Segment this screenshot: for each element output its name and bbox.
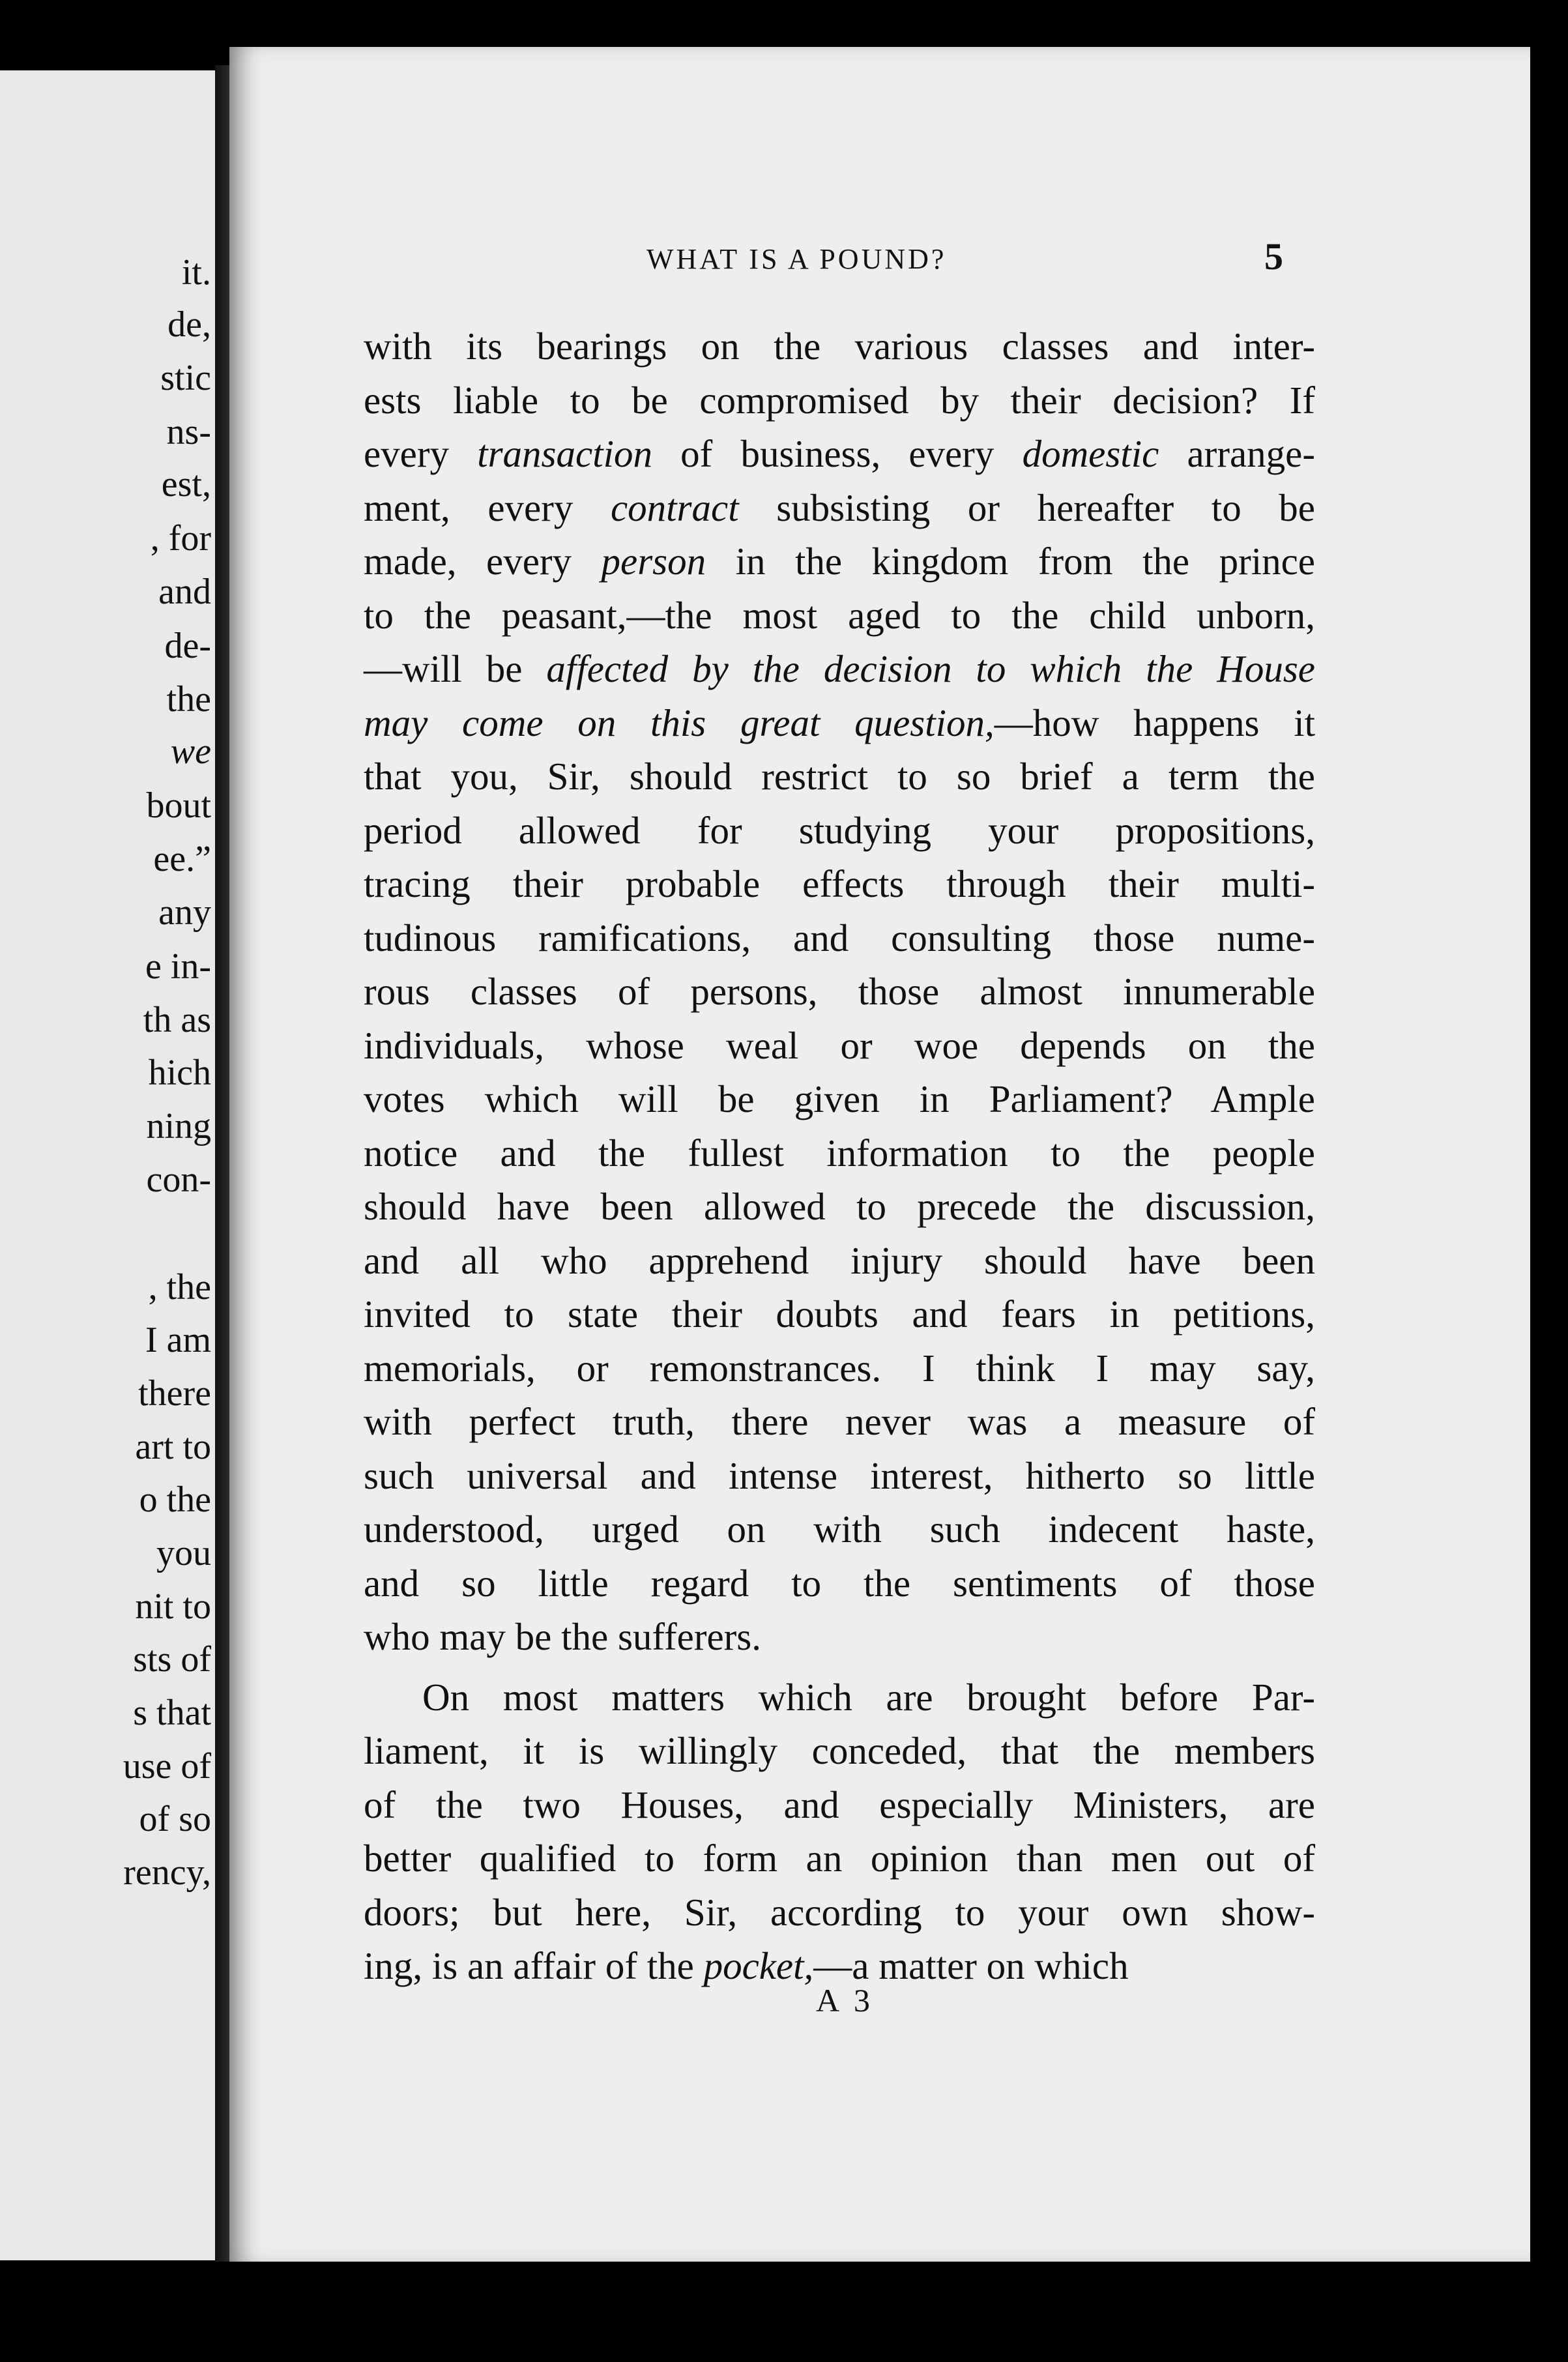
- text-line: [364, 642, 1315, 696]
- left-page-line: I am: [145, 1320, 211, 1360]
- text-span: rous classes of persons, those almost innumerable: [364, 970, 1315, 1013]
- text-span: —will be: [364, 647, 547, 690]
- signature-mark: A 3: [816, 1982, 874, 2019]
- left-page-line: s that: [133, 1693, 211, 1733]
- left-page-line: est,: [161, 464, 211, 504]
- text-line: [364, 1234, 1315, 1288]
- italic-text: domestic: [1022, 432, 1159, 475]
- left-page-line: bout: [146, 785, 211, 826]
- text-span: of the two Houses, and especially Ministers, are: [364, 1783, 1315, 1826]
- text-line: [364, 1556, 1315, 1611]
- text-line: [364, 857, 1315, 911]
- text-span: notice and the fullest information to the people: [364, 1131, 1315, 1174]
- text-line: [364, 1724, 1315, 1778]
- text-line: [364, 696, 1315, 750]
- text-line: [364, 534, 1315, 589]
- text-span: with perfect truth, there never was a measure of: [364, 1400, 1315, 1443]
- left-page-line: sts of: [133, 1639, 211, 1680]
- text-line: [364, 481, 1315, 535]
- text-span: should have been allowed to precede the discussion,: [364, 1185, 1315, 1228]
- text-line: [364, 1449, 1315, 1503]
- text-span: On most matters which are brought before Par-: [422, 1675, 1315, 1719]
- text-span: arrange-: [1159, 432, 1315, 475]
- left-page-line: nit to: [135, 1586, 211, 1627]
- text-span: liament, it is willingly conceded, that the members: [364, 1729, 1315, 1772]
- left-page-line: hich: [148, 1053, 211, 1093]
- scan-border: [0, 2262, 1568, 2362]
- left-page-line: th as: [143, 1000, 211, 1040]
- previous-page-fragment: [0, 70, 215, 2260]
- left-page-line: and: [158, 572, 211, 612]
- left-page-line: we: [170, 731, 211, 772]
- text-line: [364, 1831, 1315, 1886]
- text-line: [364, 1502, 1315, 1556]
- text-line: [364, 1670, 1315, 1725]
- text-span: to the peasant,—the most aged to the child unborn,: [364, 593, 1315, 637]
- italic-text: contract: [610, 486, 739, 529]
- text-span: tudinous ramifications, and consulting those nume-: [364, 916, 1315, 959]
- text-span: —a matter on which: [813, 1944, 1129, 1987]
- text-span: votes which will be given in Parliament? Ample: [364, 1077, 1315, 1120]
- text-line: [364, 1610, 1315, 1664]
- left-page-line: of so: [139, 1799, 211, 1839]
- body-text: [364, 319, 1315, 1993]
- text-span: —how happens it: [994, 701, 1315, 744]
- text-span: of business, every: [652, 432, 1023, 475]
- text-line: [364, 1395, 1315, 1449]
- text-line: [364, 911, 1315, 965]
- page-number: 5: [1264, 235, 1283, 278]
- italic-text: may come on this great question,: [364, 701, 995, 744]
- text-line: [364, 1886, 1315, 1940]
- left-page-line: , for: [150, 518, 211, 559]
- text-span: tracing their probable effects through their multi-: [364, 862, 1315, 905]
- left-page-line: con-: [146, 1159, 211, 1200]
- text-span: ing, is an affair of the: [364, 1944, 704, 1987]
- text-span: ment, every: [364, 486, 611, 529]
- text-span: in the kingdom from the prince: [706, 540, 1315, 583]
- left-page-line: rency,: [123, 1852, 211, 1893]
- text-span: made, every: [364, 540, 602, 583]
- text-line: [364, 750, 1315, 804]
- text-line: [364, 1019, 1315, 1073]
- text-span: and all who apprehend injury should have been: [364, 1238, 1315, 1282]
- italic-text: person: [601, 540, 706, 583]
- italic-text: pocket,: [703, 1944, 814, 1987]
- text-span: period allowed for studying your propositions,: [364, 808, 1315, 852]
- text-span: with its bearings on the various classes and inter-: [364, 325, 1315, 368]
- left-page-line: ee.”: [153, 839, 211, 879]
- text-line: [364, 589, 1315, 643]
- text-span: understood, urged on with such indecent haste,: [364, 1508, 1315, 1551]
- left-page-line: art to: [135, 1427, 211, 1467]
- running-head: WHAT IS A POUND?: [646, 243, 947, 275]
- text-line: [364, 427, 1315, 481]
- left-page-line: stic: [160, 358, 211, 398]
- text-span: memorials, or remonstrances. I think I may say,: [364, 1346, 1315, 1390]
- text-span: that you, Sir, should restrict to so brief a term the: [364, 755, 1315, 798]
- left-page-line: de,: [167, 304, 211, 345]
- left-page-line: you: [156, 1533, 211, 1573]
- left-page-line: ning: [146, 1106, 211, 1146]
- text-line: [364, 373, 1315, 428]
- left-page-line: , the: [148, 1267, 211, 1307]
- text-span: better qualified to form an opinion than men out of: [364, 1837, 1315, 1880]
- text-span: individuals, whose weal or woe depends on the: [364, 1023, 1315, 1067]
- text-line: [364, 1126, 1315, 1180]
- book-page: [229, 47, 1530, 2263]
- text-line: [364, 1180, 1315, 1234]
- text-span: every: [364, 432, 478, 475]
- text-line: [364, 804, 1315, 858]
- text-line: [364, 1072, 1315, 1126]
- left-page-line: e in-: [145, 946, 211, 987]
- text-span: such universal and intense interest, hitherto so little: [364, 1453, 1315, 1497]
- text-span: doors; but here, Sir, according to your own show-: [364, 1890, 1315, 1934]
- text-span: ests liable to be compromised by their decision? If: [364, 378, 1315, 422]
- text-line: [364, 965, 1315, 1019]
- text-span: subsisting or hereafter to be: [738, 486, 1315, 529]
- left-page-line: ns-: [166, 412, 211, 452]
- text-line: [364, 1287, 1315, 1341]
- text-span: who may be the sufferers.: [364, 1615, 762, 1658]
- left-page-line: the: [166, 679, 211, 720]
- left-page-line: de-: [164, 626, 211, 666]
- text-line: [364, 1341, 1315, 1395]
- left-page-line: there: [138, 1373, 211, 1414]
- text-span: and so little regard to the sentiments of those: [364, 1561, 1315, 1605]
- left-page-line: o the: [139, 1480, 211, 1520]
- text-line: [364, 1778, 1315, 1832]
- italic-text: transaction: [477, 432, 652, 475]
- left-page-line: it.: [181, 252, 211, 293]
- left-page-line: use of: [123, 1746, 211, 1786]
- italic-text: affected by the decision to which the House: [546, 647, 1315, 690]
- text-span: invited to state their doubts and fears in petitions,: [364, 1292, 1315, 1335]
- text-line: [364, 319, 1315, 373]
- left-page-line: any: [158, 892, 211, 933]
